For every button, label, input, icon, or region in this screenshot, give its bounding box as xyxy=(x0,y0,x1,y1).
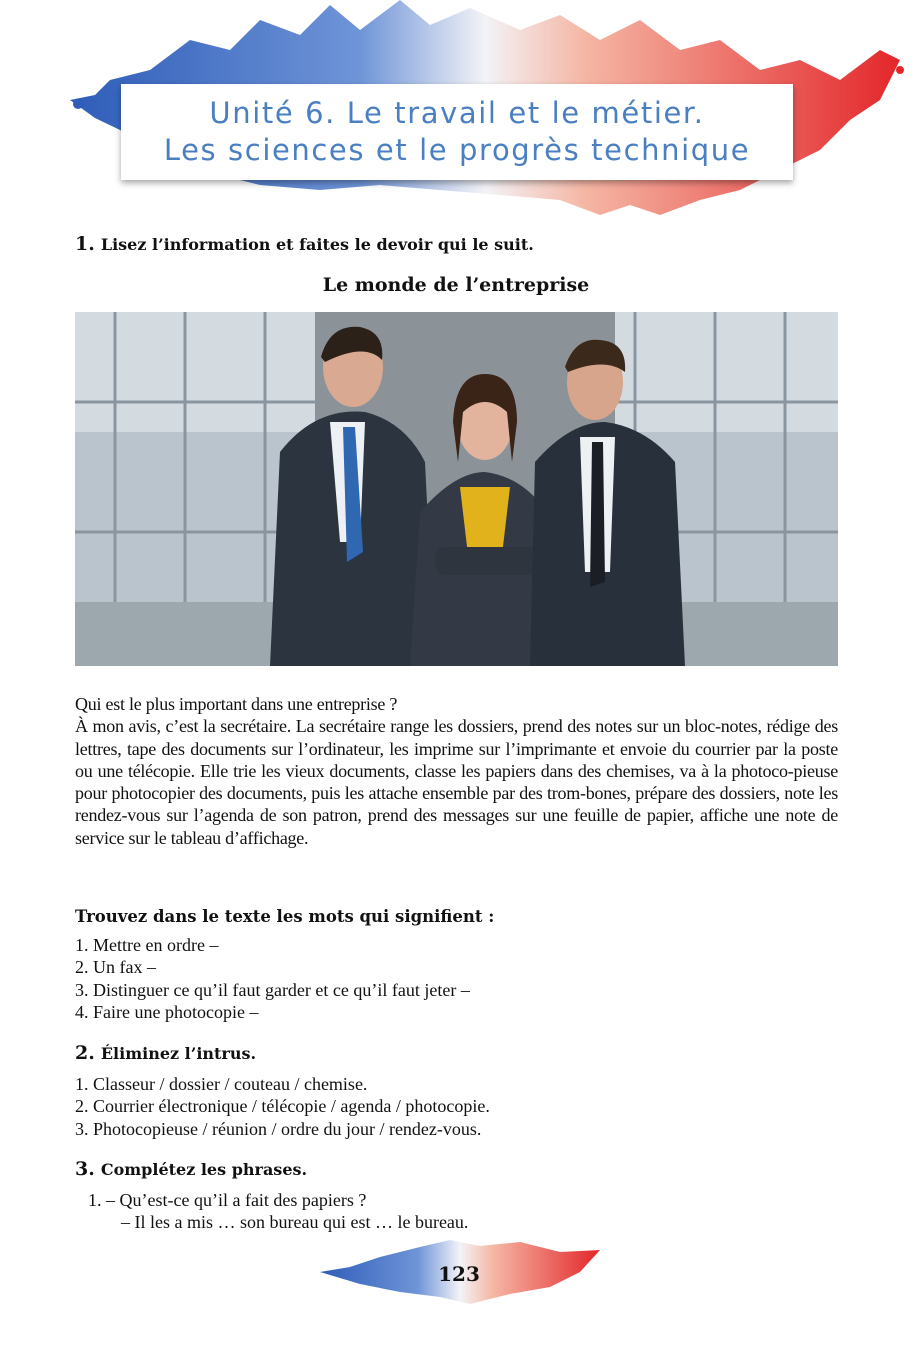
reading-paragraph: À mon avis, c’est la secrétaire. La secrétaire range les dossiers, prend des notes sur un bloc-notes, rédige des lettres, tape des documents sur l’ordinateur, les imprime sur l’imprimante et envoie du courrier par la poste ou une télécopie. Elle trie les vieux documents, classe les papiers dans des chemises, va à la photoco-pieuse pour photocopier des documents, puis les attache ensemble par des trom-bones, prépare des dossiers, note les rendez-vous sur l’agenda de son patron, prend des messages sur une feuille de papier, affiche une note de service sur le tableau d’affichage. xyxy=(75,716,838,848)
list-item: 2. Un fax – xyxy=(75,957,156,978)
text-subtitle: Le monde de l’entreprise xyxy=(322,274,590,296)
list-item: 3. Photocopieuse / réunion / ordre du jour / rendez-vous. xyxy=(75,1118,482,1139)
list-item: 1. Mettre en ordre – xyxy=(75,935,219,955)
page-number: 123 xyxy=(438,1262,480,1286)
exercise1-list xyxy=(75,934,470,1023)
exercise1-instruction: Lisez l’information et faites le devoir qui le suit. xyxy=(100,235,534,254)
exercise1-task: Trouvez dans le texte les mots qui signifient : xyxy=(75,907,495,926)
exercise2-instruction: Éliminez l’intrus. xyxy=(100,1044,257,1063)
list-item: 2. Courrier électronique / télécopie / agenda / photocopie. xyxy=(75,1096,490,1117)
list-item: – Il les a mis … son bureau qui est … le bureau. xyxy=(121,1212,469,1233)
exercise3-number: 3. xyxy=(75,1158,95,1180)
list-item: 3. Distinguer ce qu’il faut garder et ce qu’il faut jeter – xyxy=(75,979,470,1000)
unit-title-line1: Unité 6. Le travail et le métier. xyxy=(209,96,705,130)
exercise3-list xyxy=(88,1189,468,1234)
unit-title-line2: Les sciences et le progrès technique xyxy=(163,133,751,167)
reading-text xyxy=(75,693,838,849)
exercise1-number: 1. xyxy=(75,233,95,255)
list-item: 1. Classeur / dossier / couteau / chemise. xyxy=(75,1074,368,1094)
exercise2-heading xyxy=(75,1042,256,1064)
three-business-people-photo xyxy=(75,312,838,666)
unit-title-box xyxy=(121,84,793,180)
exercise1-heading xyxy=(75,233,534,255)
exercise2-list xyxy=(75,1073,490,1140)
list-item: 4. Faire une photocopie – xyxy=(75,1001,259,1022)
exercise3-instruction: Complétez les phrases. xyxy=(100,1160,308,1179)
list-item: 1. – Qu’est-ce qu’il a fait des papiers ? xyxy=(88,1190,367,1210)
exercise3-heading xyxy=(75,1158,307,1180)
exercise2-number: 2. xyxy=(75,1042,95,1064)
reading-question: Qui est le plus important dans une entreprise ? xyxy=(75,694,398,714)
